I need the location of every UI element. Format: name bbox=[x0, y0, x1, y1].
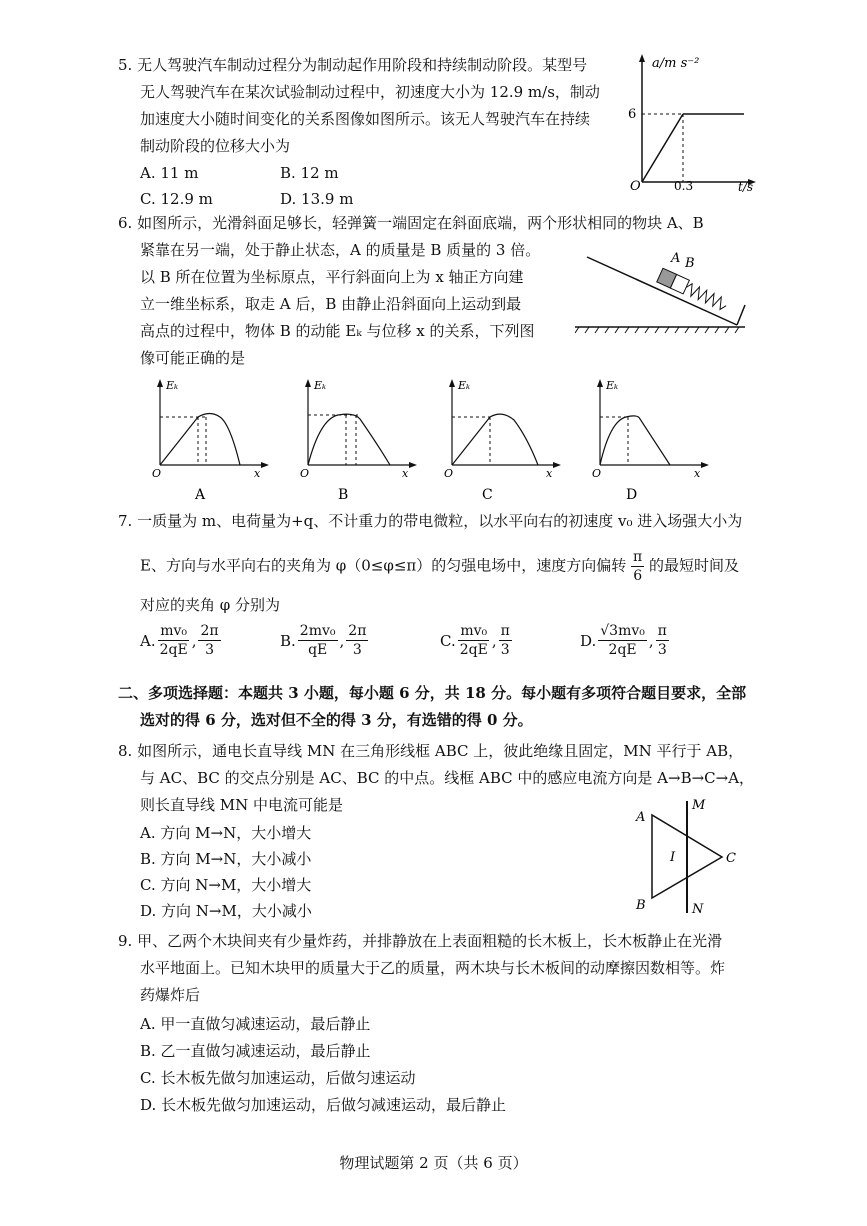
q7-d-letter: D. bbox=[580, 631, 597, 650]
q5-y-arrow bbox=[639, 54, 645, 62]
q6-d-origin: O bbox=[592, 467, 602, 480]
spring bbox=[684, 282, 729, 311]
q6-b-xlabel: x bbox=[402, 467, 409, 480]
q7-b-num: 2mv₀ bbox=[299, 623, 336, 639]
q5-xlabel: t/s bbox=[738, 180, 754, 194]
q7-b-den2: 3 bbox=[352, 642, 362, 658]
q5-ramp-line bbox=[642, 114, 683, 182]
q6-b-caption: B bbox=[338, 487, 349, 503]
label-a: A bbox=[636, 810, 646, 825]
q7-d-comma: , bbox=[648, 631, 654, 650]
section-2-line-1: 二、多项选择题：本题共 3 小题，每小题 6 分，共 18 分。每小题有多项符合题目要求，全部 bbox=[118, 684, 747, 702]
q9-option-c[interactable]: C. 长木板先做匀加速运动，后做匀速运动 bbox=[140, 1069, 416, 1087]
q6-d-xlabel: x bbox=[694, 467, 701, 480]
q6-graph-a[interactable] bbox=[152, 379, 269, 503]
q7-d-den: 2qE bbox=[608, 642, 637, 658]
q7-c-num2: π bbox=[500, 623, 510, 639]
q6-c-caption: C bbox=[482, 487, 493, 503]
page-footer: 物理试题第 2 页（共 6 页） bbox=[339, 1154, 528, 1172]
label-b: B bbox=[636, 898, 646, 913]
q9-line-3: 药爆炸后 bbox=[140, 986, 201, 1004]
q6-line-4: 立一维坐标系，取走 A 后，B 由静止沿斜面向上运动到最 bbox=[140, 295, 522, 313]
q7-b-comma: , bbox=[339, 631, 345, 650]
q5-line-4: 制动阶段的位移大小为 bbox=[140, 137, 291, 155]
q9-option-a[interactable]: A. 甲一直做匀减速运动，最后静止 bbox=[140, 1015, 371, 1033]
q6-d-ylabel: Eₖ bbox=[606, 379, 619, 392]
q8-option-d[interactable]: D. 方向 N→M，大小减小 bbox=[140, 902, 312, 920]
q6-line-5: 高点的过程中，物体 B 的动能 Eₖ 与位移 x 的关系，下列图 bbox=[140, 322, 535, 340]
q8-option-c[interactable]: C. 方向 N→M，大小增大 bbox=[140, 876, 312, 894]
q5-line-2: 无人驾驶汽车在某次试验制动过程中，初速度大小为 12.9 m/s，制动 bbox=[140, 83, 600, 101]
q7-c-letter: C. bbox=[440, 631, 456, 650]
q6-graph-b[interactable] bbox=[300, 379, 417, 503]
q7-a-num: mv₀ bbox=[160, 623, 188, 639]
q7-b-num2: 2π bbox=[348, 623, 367, 639]
q7-fraction-pi-6 bbox=[631, 548, 644, 585]
q5-ylabel: a/m s⁻² bbox=[652, 56, 700, 71]
q7-c-den2: 3 bbox=[500, 642, 510, 658]
q7-a-letter: A. bbox=[140, 631, 156, 650]
q6-graph-d[interactable] bbox=[592, 379, 709, 503]
incline-surface bbox=[587, 257, 737, 325]
q8-line-3: 则长直导线 MN 中电流可能是 bbox=[140, 796, 344, 814]
q7-a-den: 2qE bbox=[159, 642, 188, 658]
q7-option-a[interactable] bbox=[140, 622, 221, 659]
q9-line-1: 9. 甲、乙两个木块间夹有少量炸药，并排静放在上表面粗糙的长木板上，长木板静止在光滑 bbox=[118, 932, 723, 950]
q7-option-d[interactable] bbox=[580, 622, 669, 659]
q9-option-b[interactable]: B. 乙一直做匀减速运动，最后静止 bbox=[140, 1042, 371, 1060]
q8-line-1: 8. 如图所示，通电长直导线 MN 在三角形线框 ABC 上，彼此绝缘且固定，MN 平行于 AB， bbox=[118, 742, 744, 760]
q7-d-den2: 3 bbox=[657, 642, 667, 658]
q7-c-num: mv₀ bbox=[460, 623, 488, 639]
q5-line-1: 5. 无人驾驶汽车制动过程分为制动起作用阶段和持续制动阶段。某型号 bbox=[118, 56, 588, 74]
q7-line-2-wrap bbox=[140, 548, 739, 585]
q7-line-1: 7. 一质量为 m、电荷量为+q、不计重力的带电微粒，以水平向右的初速度 v₀ 进入场强大小为 bbox=[118, 512, 743, 530]
q7-option-b[interactable] bbox=[280, 622, 368, 659]
q8-option-a[interactable]: A. 方向 M→N，大小增大 bbox=[140, 824, 312, 842]
q6-b-ylabel: Eₖ bbox=[314, 379, 327, 392]
q7-line-3: 对应的夹角 φ 分别为 bbox=[140, 596, 281, 614]
q9-option-d[interactable]: D. 长木板先做匀加速运动，后做匀减速运动，最后静止 bbox=[140, 1096, 507, 1114]
q7-a-comma: , bbox=[191, 631, 197, 650]
q7-line-2: E、方向与水平向右的夹角为 φ（0≤φ≤π）的匀强电场中，速度方向偏转 bbox=[140, 556, 627, 575]
q6-graph-options bbox=[150, 375, 710, 505]
label-a: A bbox=[671, 251, 681, 266]
section-2-line-2: 选对的得 6 分，选对但不全的得 3 分，有选错的得 0 分。 bbox=[140, 711, 533, 729]
ground-hatch bbox=[575, 327, 739, 333]
label-n: N bbox=[692, 902, 704, 917]
q7-option-c[interactable] bbox=[440, 622, 512, 659]
q6-line-3: 以 B 所在位置为坐标原点，平行斜面向上为 x 轴正方向建 bbox=[140, 268, 524, 286]
q7-b-den: qE bbox=[308, 642, 328, 658]
q6-c-origin: O bbox=[444, 467, 454, 480]
q5-option-c[interactable]: C. 12.9 m bbox=[140, 190, 213, 208]
label-m: M bbox=[692, 798, 706, 813]
q8-option-b[interactable]: B. 方向 M→N，大小减小 bbox=[140, 850, 312, 868]
q6-b-origin: O bbox=[300, 467, 310, 480]
q7-d-num2: π bbox=[657, 623, 667, 639]
q5-option-d[interactable]: D. 13.9 m bbox=[280, 190, 354, 208]
q6-line-6: 像可能正确的是 bbox=[140, 349, 246, 367]
q5-line-3: 加速度大小随时间变化的关系图像如图所示。该无人驾驶汽车在持续 bbox=[140, 110, 591, 128]
q5-option-b[interactable]: B. 12 m bbox=[280, 164, 339, 182]
q6-line-2: 紧靠在另一端，处于静止状态，A 的质量是 B 质量的 3 倍。 bbox=[140, 241, 541, 259]
q7-b-letter: B. bbox=[280, 631, 296, 650]
q7-c-den: 2qE bbox=[459, 642, 488, 658]
q7-line-2b: 的最短时间及 bbox=[649, 556, 740, 575]
q7-frac-den: 6 bbox=[633, 568, 643, 584]
wall bbox=[737, 305, 745, 325]
q7-c-comma: , bbox=[491, 631, 497, 650]
q7-frac-num: π bbox=[633, 549, 643, 565]
q5-acceleration-graph bbox=[620, 50, 760, 195]
q5-y-tick: 6 bbox=[628, 107, 637, 122]
q6-incline-figure bbox=[575, 245, 750, 340]
label-i: I bbox=[670, 850, 676, 865]
q6-line-1: 6. 如图所示，光滑斜面足够长，轻弹簧一端固定在斜面底端，两个形状相同的物块 A、B bbox=[118, 214, 704, 232]
q6-a-ylabel: Eₖ bbox=[166, 379, 179, 392]
q5-x-tick: 0.3 bbox=[674, 179, 694, 193]
q5-option-a[interactable]: A. 11 m bbox=[140, 164, 199, 182]
q9-line-2: 水平地面上。已知木块甲的质量大于乙的质量，两木块与长木板间的动摩擦因数相等。炸 bbox=[140, 959, 726, 977]
q6-a-xlabel: x bbox=[254, 467, 261, 480]
q7-a-den2: 3 bbox=[205, 642, 214, 658]
q8-triangle-figure bbox=[628, 795, 748, 920]
q7-d-num: √3mv₀ bbox=[600, 623, 645, 639]
q7-a-num2: 2π bbox=[200, 623, 219, 639]
q6-a-origin: O bbox=[152, 467, 162, 480]
label-c: C bbox=[726, 851, 736, 866]
q6-a-caption: A bbox=[195, 487, 206, 503]
q6-c-xlabel: x bbox=[546, 467, 553, 480]
label-b: B bbox=[685, 256, 695, 271]
q6-d-caption: D bbox=[626, 487, 638, 503]
q6-graph-c[interactable] bbox=[444, 379, 561, 503]
q5-origin: O bbox=[630, 179, 641, 194]
q8-line-2: 与 AC、BC 的交点分别是 AC、BC 的中点。线框 ABC 中的感应电流方向是 A→B→C→A， bbox=[140, 769, 755, 787]
q6-c-ylabel: Eₖ bbox=[458, 379, 471, 392]
